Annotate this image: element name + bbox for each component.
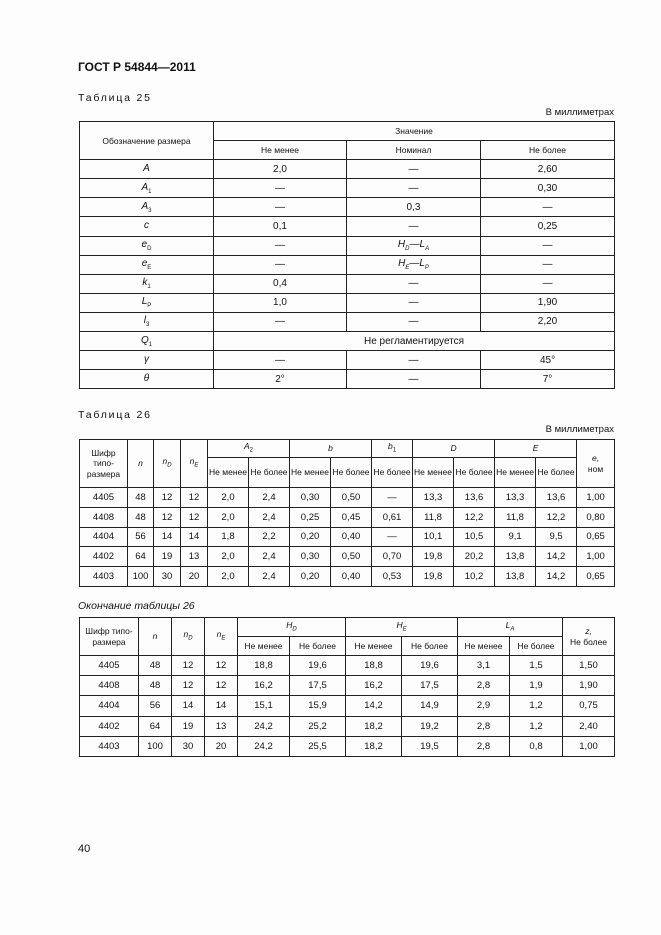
value-cell-min: 1,0 xyxy=(214,293,347,312)
header-nD-sub: D xyxy=(188,636,193,643)
header-LA-max: Не более xyxy=(510,637,563,656)
table-cell: 16,2 xyxy=(346,676,402,696)
table-cell: 3,1 xyxy=(458,656,510,676)
table-cell: 4404 xyxy=(80,527,128,547)
table-cell: 30 xyxy=(172,736,205,756)
value-cell-max: — xyxy=(481,236,615,255)
table-row xyxy=(80,198,615,217)
header-z xyxy=(563,618,615,656)
table-cell: 19,8 xyxy=(413,547,454,567)
table-cell: 1,9 xyxy=(510,676,563,696)
table-cell: 19,6 xyxy=(290,656,346,676)
header-max: Не более xyxy=(481,141,615,160)
header-HD-max: Не более xyxy=(290,637,346,656)
table-cell: 0,20 xyxy=(290,567,331,587)
symbol-cell xyxy=(80,370,214,389)
table-cell: 18,8 xyxy=(346,656,402,676)
table-cell: 10,1 xyxy=(413,527,454,547)
header-nE-symbol: n xyxy=(189,456,195,467)
table-cell: 19,8 xyxy=(413,567,454,587)
value-cell-max: 7° xyxy=(481,370,615,389)
table-cell: 24,2 xyxy=(238,736,290,756)
value-cell-nom: — xyxy=(347,312,481,331)
table-cell: 4405 xyxy=(80,656,139,676)
table-row xyxy=(80,293,615,312)
header-e-nom-label: ном xyxy=(587,463,604,474)
header-E-min: Не менее xyxy=(495,458,536,488)
value-cell-max: 45° xyxy=(481,351,615,370)
table-cell: 13 xyxy=(181,547,208,567)
header-b-min: Не менее xyxy=(290,458,331,488)
table-cell: 1,2 xyxy=(510,696,563,716)
header-A2-symbol: A xyxy=(244,441,250,452)
value-cell-min: — xyxy=(214,236,347,255)
table-cell: 12 xyxy=(181,488,208,508)
symbol-cell xyxy=(80,179,214,198)
table-cell: 0,40 xyxy=(331,567,372,587)
symbol-cell xyxy=(80,217,214,236)
table-row xyxy=(80,488,615,508)
header-D: D xyxy=(413,440,495,458)
table-26 xyxy=(79,439,615,587)
table-cell: 1,5 xyxy=(510,656,563,676)
header-code: Шифр типо-размера xyxy=(80,618,139,656)
table-cell: 24,2 xyxy=(238,716,290,736)
table-cell: 0,80 xyxy=(577,507,615,527)
symbol-cell xyxy=(80,236,214,255)
table-cell: 0,70 xyxy=(372,547,413,567)
header-b1-sub: 1 xyxy=(392,448,397,455)
table-cell: 11,8 xyxy=(413,507,454,527)
table-cell: 17,5 xyxy=(402,676,458,696)
table-cell: 2,2 xyxy=(249,527,290,547)
table-cell: 12 xyxy=(181,507,208,527)
table-cell: 14,2 xyxy=(536,567,577,587)
table-cell: 2,4 xyxy=(249,488,290,508)
value-cell-min: 0,1 xyxy=(214,217,347,236)
header-nominal: Номинал xyxy=(347,141,481,160)
symbol-cell xyxy=(80,332,214,351)
header-HE-min: Не менее xyxy=(346,637,402,656)
value-cell-max: 0,30 xyxy=(481,179,615,198)
table-cell: 14 xyxy=(154,527,181,547)
table-cell: 1,2 xyxy=(510,716,563,736)
table-cell: 4404 xyxy=(80,696,139,716)
header-code: Шифр типо-размера xyxy=(80,440,128,488)
table-cell: 16,2 xyxy=(238,676,290,696)
table-cell: 1,8 xyxy=(208,527,249,547)
symbol-subscript: 1 xyxy=(148,341,153,348)
value-cell-max: 1,90 xyxy=(481,293,615,312)
header-nE xyxy=(205,618,238,656)
value-cell-min: — xyxy=(214,198,347,217)
table-cell: 2,0 xyxy=(208,547,249,567)
header-b: b xyxy=(290,440,372,458)
symbol-subscript: P xyxy=(147,303,152,310)
header-b1-symbol: b xyxy=(387,441,393,452)
header-HE-max: Не более xyxy=(402,637,458,656)
symbol-cell xyxy=(80,274,214,293)
table-cell: 19,6 xyxy=(402,656,458,676)
table-cell: 48 xyxy=(128,507,154,527)
header-designation: Обозначение размера xyxy=(80,122,214,160)
table-cell: 4408 xyxy=(80,676,139,696)
header-A2-sub: 2 xyxy=(249,448,254,455)
symbol-cell xyxy=(80,160,214,179)
value-cell-nom: — xyxy=(347,370,481,389)
table-cell: 13,3 xyxy=(413,488,454,508)
table-row xyxy=(80,527,615,547)
table-cell: 0,20 xyxy=(290,527,331,547)
value-cell-nom: — xyxy=(347,179,481,198)
table-cell: 13,8 xyxy=(495,567,536,587)
table-cell: 11,8 xyxy=(495,507,536,527)
table-cell: 19,5 xyxy=(402,736,458,756)
table-cell: 14,9 xyxy=(402,696,458,716)
table-cell: 15,1 xyxy=(238,696,290,716)
table-cell: 4403 xyxy=(80,567,128,587)
table-cell: 2,4 xyxy=(249,507,290,527)
table-cell: 19 xyxy=(172,716,205,736)
table-cell: 0,50 xyxy=(331,488,372,508)
table-cell: 12 xyxy=(172,676,205,696)
value-cell-merged: Не регламентируется xyxy=(214,332,615,351)
header-nD xyxy=(172,618,205,656)
symbol-subscript: E xyxy=(147,265,152,272)
header-D-max: Не более xyxy=(454,458,495,488)
table-cell: 2,0 xyxy=(208,507,249,527)
value-cell-nom: — xyxy=(347,160,481,179)
header-z-max: Не более xyxy=(569,636,608,647)
table-cell: 19 xyxy=(154,547,181,567)
table-row xyxy=(80,656,615,676)
expr-subscript: A xyxy=(425,246,430,253)
symbol-subscript: 1 xyxy=(148,188,152,195)
table-cell: 9,5 xyxy=(536,527,577,547)
table-row xyxy=(80,312,615,331)
table-cell: 10,2 xyxy=(454,567,495,587)
header-LA-symbol: L xyxy=(505,619,511,630)
symbol-letter: γ xyxy=(144,353,149,365)
symbol-subscript: 3 xyxy=(148,207,152,214)
value-cell-nom xyxy=(347,255,481,274)
table-cell: 18,2 xyxy=(346,736,402,756)
symbol-subscript: 1 xyxy=(147,284,151,291)
table-cell: 14 xyxy=(172,696,205,716)
table-row xyxy=(80,351,615,370)
table-cell: 2,8 xyxy=(458,676,510,696)
table-cell: 2,8 xyxy=(458,716,510,736)
header-HE xyxy=(346,618,458,637)
symbol-cell xyxy=(80,255,214,274)
table-cell: 4408 xyxy=(80,507,128,527)
header-HE-sub: E xyxy=(402,626,407,633)
table-cell: 9,1 xyxy=(495,527,536,547)
symbol-cell xyxy=(80,351,214,370)
value-cell-nom: — xyxy=(347,351,481,370)
value-cell-nom: — xyxy=(347,274,481,293)
table-25-caption: Таблица 25 xyxy=(78,92,152,104)
table-cell: 14,2 xyxy=(346,696,402,716)
table-cell: 100 xyxy=(128,567,154,587)
header-e-symbol: e, xyxy=(592,452,600,463)
header-nE-sub: E xyxy=(194,463,199,470)
header-value: Значение xyxy=(214,122,615,141)
value-cell-min: 2,0 xyxy=(214,160,347,179)
value-cell-nom: — xyxy=(347,293,481,312)
table-cell: 1,90 xyxy=(563,676,615,696)
header-nE-symbol: n xyxy=(216,629,222,640)
table-cell: 14 xyxy=(181,527,208,547)
symbol-cell xyxy=(80,198,214,217)
header-HD-symbol: H xyxy=(286,619,293,630)
table-26-body xyxy=(80,488,615,587)
table-26-continuation xyxy=(79,617,615,757)
table-cell: 14,2 xyxy=(536,547,577,567)
table-row xyxy=(80,236,615,255)
table-cell: 2,8 xyxy=(458,736,510,756)
table-cell: — xyxy=(372,527,413,547)
table-cell: 0,30 xyxy=(290,488,331,508)
table-cell: 0,53 xyxy=(372,567,413,587)
header-HD xyxy=(238,618,346,637)
header-HD-sub: D xyxy=(292,626,297,633)
table-cell: 10,5 xyxy=(454,527,495,547)
table-cell: 2,4 xyxy=(249,567,290,587)
symbol-subscript: 3 xyxy=(145,322,150,329)
table-cell: 1,50 xyxy=(563,656,615,676)
table-cell: 12 xyxy=(154,488,181,508)
header-A2-min: Не менее xyxy=(208,458,249,488)
value-cell-min: 0,4 xyxy=(214,274,347,293)
table-cell: 2,0 xyxy=(208,567,249,587)
table-cell: 0,40 xyxy=(331,527,372,547)
table-cell: 48 xyxy=(139,676,172,696)
symbol-letter: e xyxy=(141,258,148,270)
table-cell: 4403 xyxy=(80,736,139,756)
table-cell: 13,6 xyxy=(454,488,495,508)
header-E-max: Не более xyxy=(536,458,577,488)
table-26-caption: Таблица 26 xyxy=(78,409,152,421)
table-row xyxy=(80,676,615,696)
table-cell: 13,6 xyxy=(536,488,577,508)
table-cell: 2,9 xyxy=(458,696,510,716)
header-D-min: Не менее xyxy=(413,458,454,488)
symbol-letter: L xyxy=(141,296,148,308)
table-cell: 19,2 xyxy=(402,716,458,736)
table-cell: 14 xyxy=(205,696,238,716)
symbol-letter: A xyxy=(141,181,149,193)
table-row xyxy=(80,160,615,179)
table-cell: 13 xyxy=(205,716,238,736)
header-e-nom xyxy=(577,440,615,488)
table-cell: 56 xyxy=(128,527,154,547)
header-HD-min: Не менее xyxy=(238,637,290,656)
table-cell: 25,2 xyxy=(290,716,346,736)
table-cell: 1,00 xyxy=(577,488,615,508)
table-row xyxy=(80,507,615,527)
header-n: n xyxy=(128,440,154,488)
table-cell: 25,5 xyxy=(290,736,346,756)
table-26-unit: В миллиметрах xyxy=(545,424,614,435)
table-row xyxy=(80,736,615,756)
table-cell: 30 xyxy=(154,567,181,587)
table-row xyxy=(80,179,615,198)
expr-letter: L xyxy=(419,239,426,251)
table-cell: 12,2 xyxy=(454,507,495,527)
table-cell: 20 xyxy=(181,567,208,587)
symbol-subscript: D xyxy=(147,246,152,253)
table-cell: 0,61 xyxy=(372,507,413,527)
expr-letter: H xyxy=(398,258,406,270)
symbol-letter: k xyxy=(142,277,148,289)
table-cell: 0,45 xyxy=(331,507,372,527)
table-row xyxy=(80,217,615,236)
value-cell-max: 2,60 xyxy=(481,160,615,179)
table-cell: 0,75 xyxy=(563,696,615,716)
table-cell: 1,00 xyxy=(577,547,615,567)
symbol-cell xyxy=(80,312,214,331)
table-cell: 20 xyxy=(205,736,238,756)
table-cell: 0,65 xyxy=(577,567,615,587)
table-cell: 1,00 xyxy=(563,736,615,756)
value-cell-max: 2,20 xyxy=(481,312,615,331)
table-cell: 12 xyxy=(205,676,238,696)
value-cell-min: — xyxy=(214,351,347,370)
symbol-letter: A xyxy=(143,162,150,174)
value-cell-min: — xyxy=(214,255,347,274)
symbol-letter: c xyxy=(144,220,149,232)
table-cell: 100 xyxy=(139,736,172,756)
expr-dash: — xyxy=(409,258,420,270)
table-cell: 15,9 xyxy=(290,696,346,716)
table-cell: 0,30 xyxy=(290,547,331,567)
table-cell: 0,8 xyxy=(510,736,563,756)
table-cell: 64 xyxy=(139,716,172,736)
header-nD xyxy=(154,440,181,488)
table-cell: 2,40 xyxy=(563,716,615,736)
table-cell: 64 xyxy=(128,547,154,567)
symbol-cell xyxy=(80,293,214,312)
value-cell-nom: — xyxy=(347,217,481,236)
header-LA-sub: A xyxy=(510,626,515,633)
header-LA-min: Не менее xyxy=(458,637,510,656)
expr-letter: H xyxy=(397,239,406,251)
table-row xyxy=(80,255,615,274)
table-25-unit: В миллиметрах xyxy=(545,107,614,118)
header-min: Не менее xyxy=(214,141,347,160)
header-b1-max: Не более xyxy=(372,458,413,488)
table-row xyxy=(80,716,615,736)
value-cell-min: — xyxy=(214,312,347,331)
value-cell-nom xyxy=(347,236,481,255)
header-z-symbol: z, xyxy=(585,625,592,636)
document-header: ГОСТ Р 54844—2011 xyxy=(78,60,196,74)
symbol-letter: e xyxy=(141,239,148,251)
table-cell: 48 xyxy=(128,488,154,508)
table-cell: 2,4 xyxy=(249,547,290,567)
header-A2 xyxy=(208,440,290,458)
table-cell: 12 xyxy=(205,656,238,676)
header-b1 xyxy=(372,440,413,458)
table-26-continuation-body xyxy=(80,656,615,757)
symbol-letter: Q xyxy=(140,334,149,346)
table-cell: 48 xyxy=(139,656,172,676)
expr-letter: L xyxy=(419,258,425,270)
header-b-max: Не более xyxy=(331,458,372,488)
page-number: 40 xyxy=(78,843,91,855)
value-cell-min: 2° xyxy=(214,370,347,389)
table-25-body xyxy=(80,160,615,389)
header-LA xyxy=(458,618,563,637)
table-row xyxy=(80,370,615,389)
table-cell: 4402 xyxy=(80,716,139,736)
value-cell-max: — xyxy=(481,255,615,274)
table-cell: 0,25 xyxy=(290,507,331,527)
value-cell-nom: 0,3 xyxy=(347,198,481,217)
symbol-letter: θ xyxy=(143,372,150,384)
header-nE-sub: E xyxy=(221,636,226,643)
header-nD-symbol: n xyxy=(183,629,189,640)
table-cell: 20,2 xyxy=(454,547,495,567)
table-cell: 56 xyxy=(139,696,172,716)
table-25 xyxy=(79,121,615,389)
header-nE xyxy=(181,440,208,488)
table-cell: 12 xyxy=(172,656,205,676)
table-cell: 2,0 xyxy=(208,488,249,508)
table-cell: 18,8 xyxy=(238,656,290,676)
table-cell: — xyxy=(372,488,413,508)
table-cell: 17,5 xyxy=(290,676,346,696)
symbol-letter: A xyxy=(141,200,149,212)
table-row xyxy=(80,547,615,567)
symbol-letter: l xyxy=(143,315,146,327)
value-cell-max: — xyxy=(481,274,615,293)
table-cell: 12 xyxy=(154,507,181,527)
table-cell: 0,50 xyxy=(331,547,372,567)
table-26-continuation-caption: Окончание таблицы 26 xyxy=(78,600,195,612)
expr-subscript: P xyxy=(424,265,429,272)
table-cell: 13,3 xyxy=(495,488,536,508)
expr-dash: — xyxy=(409,239,420,251)
value-cell-min: — xyxy=(214,179,347,198)
header-A2-max: Не более xyxy=(249,458,290,488)
table-cell: 4402 xyxy=(80,547,128,567)
expr-subscript: D xyxy=(405,246,410,253)
table-row xyxy=(80,332,615,351)
header-nD-symbol: n xyxy=(162,456,168,467)
header-HE-symbol: H xyxy=(396,619,403,630)
header-n: n xyxy=(139,618,172,656)
header-E: E xyxy=(495,440,577,458)
value-cell-max: — xyxy=(481,198,615,217)
table-row xyxy=(80,567,615,587)
table-cell: 0,65 xyxy=(577,527,615,547)
table-row xyxy=(80,274,615,293)
header-nD-sub: D xyxy=(167,463,172,470)
expr-subscript: E xyxy=(405,265,410,272)
table-cell: 12,2 xyxy=(536,507,577,527)
value-cell-max: 0,25 xyxy=(481,217,615,236)
table-cell: 18,2 xyxy=(346,716,402,736)
table-row xyxy=(80,696,615,716)
table-cell: 4405 xyxy=(80,488,128,508)
table-cell: 13,8 xyxy=(495,547,536,567)
